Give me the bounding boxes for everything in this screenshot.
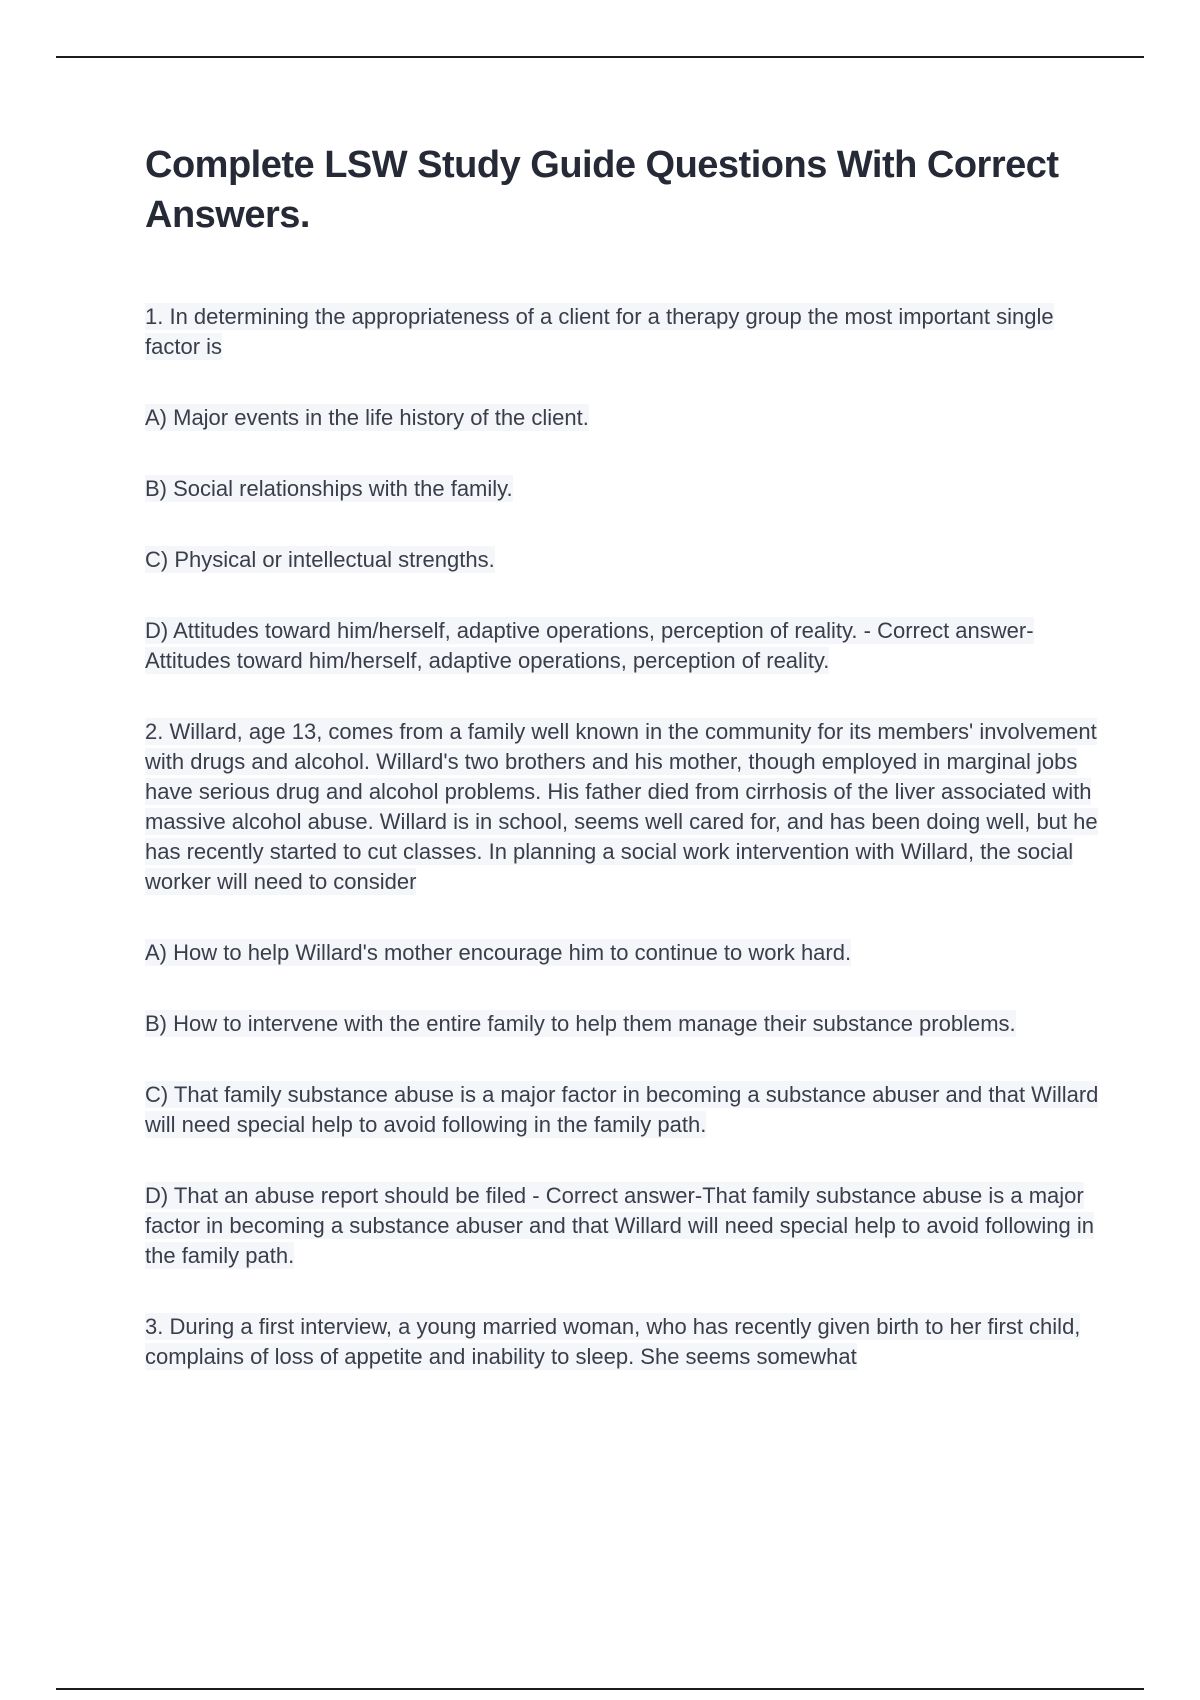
question-2-option-d-answer: [145, 1181, 1105, 1271]
paragraph-text: A) Major events in the life history of the client.: [145, 405, 589, 430]
question-1-option-a: [145, 403, 1105, 433]
question-2-option-a: [145, 938, 1105, 968]
paragraph-text: 1. In determining the appropriateness of a client for a therapy group the most important single factor is: [145, 304, 1054, 359]
question-2-stem: [145, 717, 1105, 897]
bottom-rule: [56, 1688, 1144, 1690]
question-1-option-c: [145, 545, 1105, 575]
paragraph-text: 3. During a first interview, a young married woman, who has recently given birth to her first child, complains of loss of appetite and inability to sleep. She seems somewhat: [145, 1314, 1081, 1369]
paragraph-text: A) How to help Willard's mother encourage him to continue to work hard.: [145, 940, 852, 965]
document-title: Complete LSW Study Guide Questions With Correct Answers.: [145, 144, 1059, 236]
top-rule: [56, 56, 1144, 58]
paragraph-text: C) That family substance abuse is a major factor in becoming a substance abuser and that Willard will need special help to avoid following in the family path.: [145, 1082, 1099, 1137]
question-1-option-b: [145, 474, 1105, 504]
question-1-option-d-answer: [145, 616, 1105, 676]
paragraph-text: 2. Willard, age 13, comes from a family well known in the community for its members' involvement with drugs and alcohol. Willard's two brothers and his mother, though employed in marginal jobs have serious drug and alcohol problems. His father died from cirrhosis of the liver associated with massive alcohol abuse. Willard is in school, seems well cared for, and has been doing well, but he has recently started to cut classes. In planning a social work intervention with Willard, the social worker will need to consider: [145, 719, 1098, 894]
paragraph-text: D) That an abuse report should be filed - Correct answer-That family substance abuse is a major factor in becoming a substance abuser and that Willard will need special help to avoid following in the family path.: [145, 1183, 1094, 1268]
question-3-stem: [145, 1312, 1105, 1372]
paragraph-text: C) Physical or intellectual strengths.: [145, 547, 495, 572]
question-1-stem: [145, 302, 1105, 362]
document-body: [145, 140, 1105, 1413]
question-2-option-b: [145, 1009, 1105, 1039]
paragraph-text: B) How to intervene with the entire family to help them manage their substance problems.: [145, 1011, 1016, 1036]
paragraph-text: B) Social relationships with the family.: [145, 476, 513, 501]
paragraph-text: D) Attitudes toward him/herself, adaptive operations, perception of reality. - Correct answer-Attitudes toward him/herself, adaptive operations, perception of reality.: [145, 618, 1034, 673]
question-2-option-c: [145, 1080, 1105, 1140]
